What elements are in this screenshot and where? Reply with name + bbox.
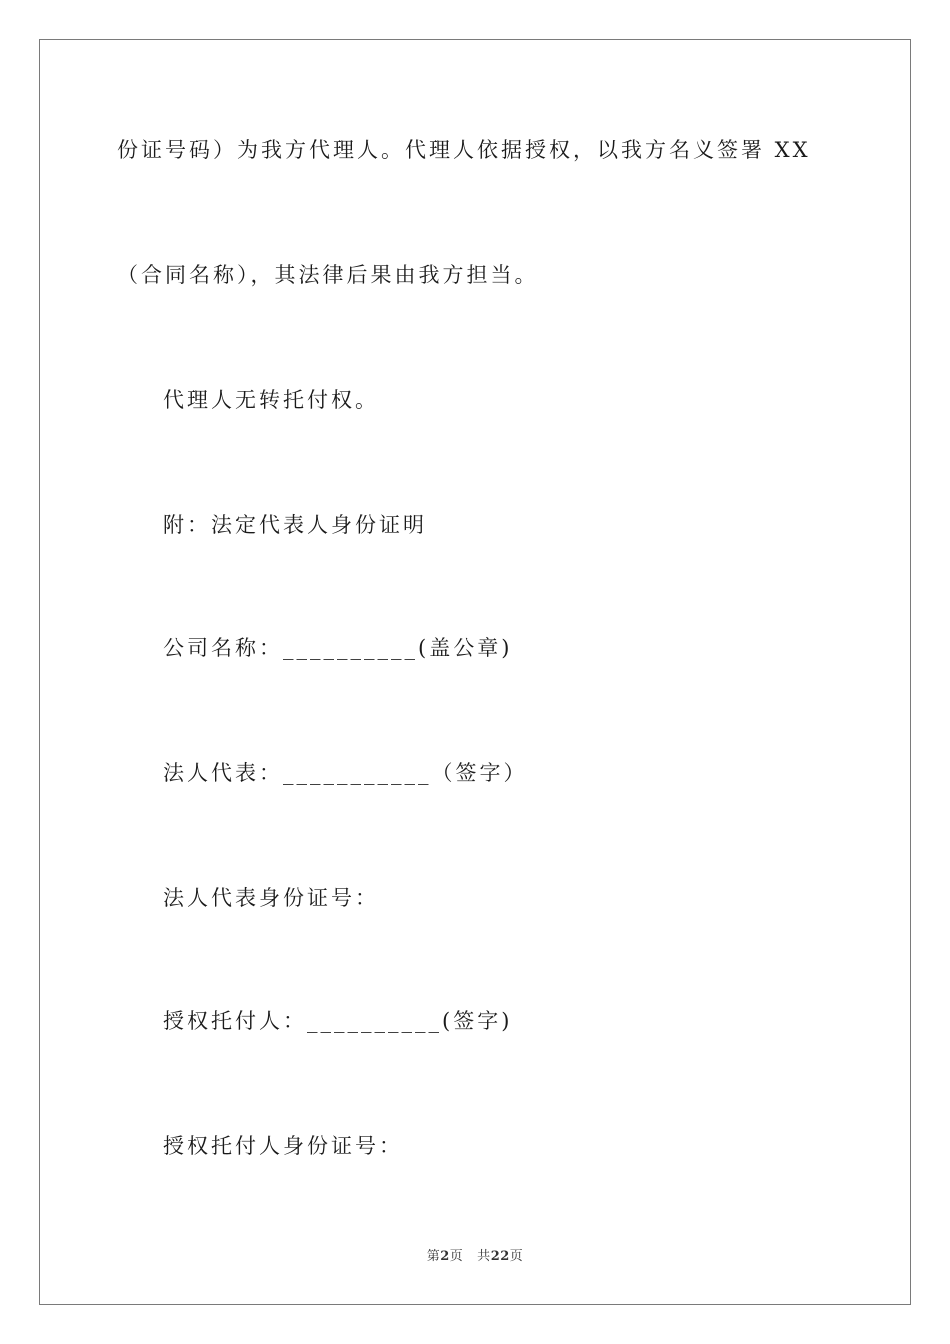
footer-total-prefix: 共 — [477, 1249, 491, 1264]
footer-page-number: 2 — [440, 1249, 450, 1264]
footer-total-suffix: 页 — [509, 1249, 524, 1264]
company-name-field: 公司名称：__________(盖公章) — [163, 636, 513, 660]
paragraph-line-agent-appointment: 份证号码）为我方代理人。代理人依据授权，以我方名义签署 XX — [117, 138, 811, 162]
grantor-id-field: 授权托付人身份证号： — [163, 1134, 403, 1158]
legal-rep-field: 法人代表：___________（签字） — [163, 761, 528, 785]
paragraph-no-subdelegation: 代理人无转托付权。 — [163, 388, 379, 412]
page-frame — [39, 39, 911, 1305]
legal-rep-id-field: 法人代表身份证号： — [163, 886, 379, 910]
grantor-field: 授权托付人：__________(签字) — [163, 1009, 513, 1033]
paragraph-line-contract-name: （合同名称），其法律后果由我方担当。 — [117, 263, 539, 287]
attachment-note: 附：法定代表人身份证明 — [163, 513, 427, 537]
footer-total-pages: 22 — [490, 1249, 510, 1264]
footer-page-suffix: 页 — [449, 1249, 464, 1264]
footer-prefix: 第 — [426, 1249, 441, 1264]
page-footer — [0, 1245, 950, 1264]
